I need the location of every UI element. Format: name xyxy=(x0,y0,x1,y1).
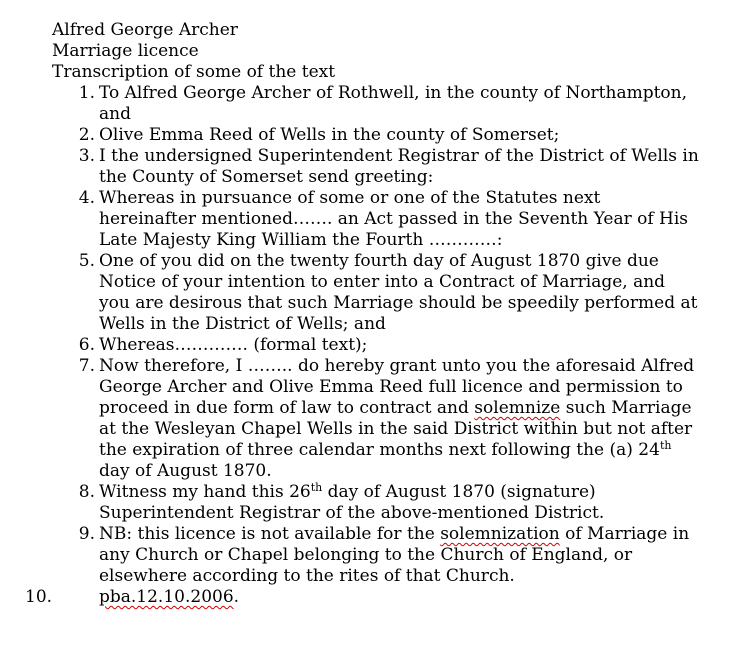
item-text-part: . xyxy=(233,587,240,607)
item-number: 7. xyxy=(78,356,95,376)
list-item-6 xyxy=(52,335,699,356)
list-item-1 xyxy=(52,83,699,125)
list-item-8 xyxy=(52,482,699,524)
item-text: Olive Emma Reed of Wells in the county of Somerset; xyxy=(99,125,560,145)
ordinal-suffix: th xyxy=(659,439,672,452)
item-text: Whereas in pursuance of some or one of the Statutes next hereinafter mentioned……. an Act passed in the Seventh Year of His Late Majesty King William the Fourth …………: xyxy=(99,188,689,250)
spellcheck-flagged-word[interactable]: pba.12.10.2006 xyxy=(99,587,234,607)
item-text: One of you did on the twenty fourth day of August 1870 give due Notice of your intention to enter into a Contract of Marriage, and you are desirous that such Marriage should be speedily performed at Wells in the District of Wells; and xyxy=(99,251,698,334)
item-text-part: of Marriage in any Church or Chapel belonging to the Church of England, or elsewhere according to the rites of that Church. xyxy=(99,524,690,586)
item-number: 9. xyxy=(78,524,95,544)
item-text-part: such Marriage at the Wesleyan Chapel Wells in the said District within but not after the expiration of three calendar months next following the (a) 24 xyxy=(99,398,693,460)
item-number: 3. xyxy=(78,146,95,166)
list-item-10 xyxy=(25,587,699,608)
spellcheck-flagged-word[interactable]: solemnize xyxy=(474,398,561,418)
item-number: 2. xyxy=(78,125,95,145)
item-text-part: NB: this licence is not available for the xyxy=(99,524,435,544)
item-text: Whereas…………. (formal text); xyxy=(99,335,368,355)
item-number: 1. xyxy=(78,83,95,103)
item-text-part: Now therefore, I …….. do hereby grant unto you the aforesaid Alfred George Archer and Olive Emma Reed full licence and permission to proceed in due form of law to contract and xyxy=(99,356,695,418)
item-text: To Alfred George Archer of Rothwell, in the county of Northampton, and xyxy=(99,83,688,124)
item-number: 4. xyxy=(78,188,95,208)
item-text: I the undersigned Superintendent Registrar of the District of Wells in the County of Somerset send greeting: xyxy=(99,146,699,187)
list-item-4 xyxy=(52,188,699,251)
item-text-part: day of August 1870. xyxy=(99,461,272,481)
spellcheck-flagged-word[interactable]: solemnization xyxy=(440,524,560,544)
list-item-3 xyxy=(52,146,699,188)
list-item-9 xyxy=(52,524,699,587)
item-number: 6. xyxy=(78,335,95,355)
list-item-5 xyxy=(52,251,699,335)
item-number: 10. xyxy=(25,587,53,607)
document-type: Marriage licence xyxy=(52,41,199,61)
item-number: 8. xyxy=(78,482,95,502)
item-number: 5. xyxy=(78,251,95,271)
item-text-part: Witness my hand this 26 xyxy=(99,482,311,502)
transcription-note: Transcription of some of the text xyxy=(52,62,336,82)
item-text-part: day of August 1870 (signature) Superintendent Registrar of the above-mentioned District. xyxy=(99,482,605,523)
ordinal-suffix: th xyxy=(310,481,323,494)
list-item-7 xyxy=(52,356,699,482)
person-name: Alfred George Archer xyxy=(52,20,238,40)
document xyxy=(25,20,732,608)
transcription-list xyxy=(25,83,732,608)
list-item-2 xyxy=(52,125,699,146)
